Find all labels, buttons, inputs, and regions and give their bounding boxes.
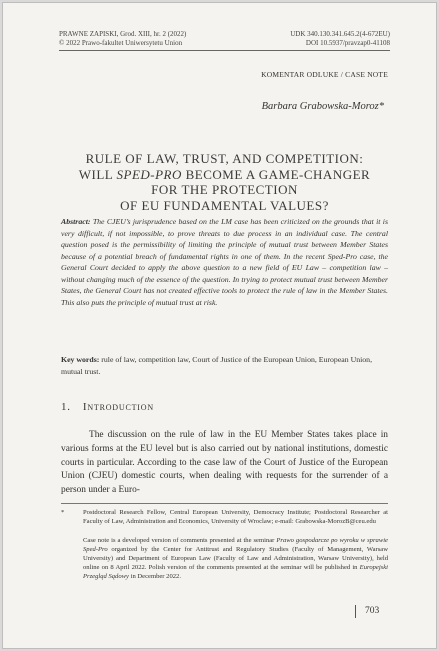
footnote-2-part-b: organized by the Center for Antitrust and Regulatory Studies (Faculty of Management, Warsaw University) and Department of European Law (Faculty of Law and Administration, Warsaw University), held online on 8 April 2022. Polish version of the comments presented at the seminar will be published in (83, 546, 388, 572)
journal-page (2, 2, 437, 649)
abstract-label: Abstract: (61, 217, 91, 226)
footnote-2-part-a: Case note is a developed version of comments presented at the seminar (83, 537, 277, 544)
footnote-marker: * (61, 509, 65, 516)
title-line-2-post: BECOME A GAME-CHANGER (181, 166, 371, 182)
header-divider (59, 50, 390, 51)
doi-code: DOI 10.5937/pravzap0-41108 (305, 39, 390, 47)
footnote-2-italic-2: Europejski Przegląd Sądowy (83, 564, 388, 581)
abstract-text: The CJEU’s jurisprudence based on the LM case has been criticized on the grounds that it is very difficult, if not impossible, to prove threats to due process in an individual case. The central question posed is the permissibility of limiting the principle of mutual trust between Member States because of a potential breach of fundamental rights in one of them. In the recent Sped-Pro case, the General Court decided to apply the above question to a new field of EU Law – competition law – without changing much of the essence of the question. In trying to protect mutual trust between Member States, the General Court has not created effective tools to protect the rule of law in the Member States. This also puts the principle of mutual trust at risk. (61, 217, 388, 307)
footnote-2-italic-1: Prawo gospodarcze po wyroku w sprawie Sped-Pro (83, 537, 388, 554)
footnote-divider (61, 503, 388, 504)
section-title: Introduction (82, 401, 154, 413)
running-header (59, 30, 390, 48)
article-type-label: KOMENTAR ODLUKE / CASE NOTE (261, 70, 388, 79)
title-line-2-italic: SPED-PRO (116, 166, 182, 182)
title-line-1: RULE OF LAW, TRUST, AND COMPETITION: (85, 151, 364, 166)
copyright-line: © 2022 Prawo-fakultet Uniwersytetu Union (59, 39, 183, 47)
page-number: 703 (365, 606, 380, 616)
title-line-4: OF EU FUNDAMENTAL VALUES? (120, 197, 329, 213)
title-line-2-pre: WILL (78, 166, 117, 182)
section-heading (61, 401, 154, 413)
section-number: 1. (61, 401, 71, 413)
footnote-1-text: Postdoctoral Research Fellow, Central European University, Democracy Institute; Postdoctoral Researcher at Faculty of Law, Administration and Economics, University of Wroclaw; e-mail: Grabowska-MorozB@ceu.edu (83, 509, 388, 526)
article-title (59, 151, 390, 213)
footnote-2 (61, 536, 388, 581)
body-paragraph: The discussion on the rule of law in the EU Member States takes place in various forms at the EU level but is also carried out by national institutions, domestic courts in particular. According to the case law of the Court of Justice of the European Union (CJEU) domestic courts, when dealing with requests for the surrender of a person under a Euro- (61, 430, 388, 496)
keywords-label: Key words: (61, 355, 100, 364)
folio-divider (355, 605, 356, 618)
keywords (61, 354, 388, 377)
udk-code: UDK 340.130.341.645.2(4-672EU) (290, 30, 390, 38)
footnote-2-text (83, 536, 388, 581)
journal-citation: PRAWNE ZAPISKI, Grod. XIII, hr. 2 (2022) (59, 30, 187, 38)
keywords-text: rule of law, competition law, Court of Justice of the European Union, European Union, mutual trust. (61, 355, 373, 376)
footnote-1 (61, 508, 388, 526)
title-line-2 (59, 167, 390, 183)
author-name: Barbara Grabowska-Moroz* (261, 101, 384, 112)
title-line-3: FOR THE PROTECTION (151, 182, 298, 197)
abstract (61, 216, 388, 308)
footnote-2-part-c: in December 2022. (128, 573, 181, 581)
